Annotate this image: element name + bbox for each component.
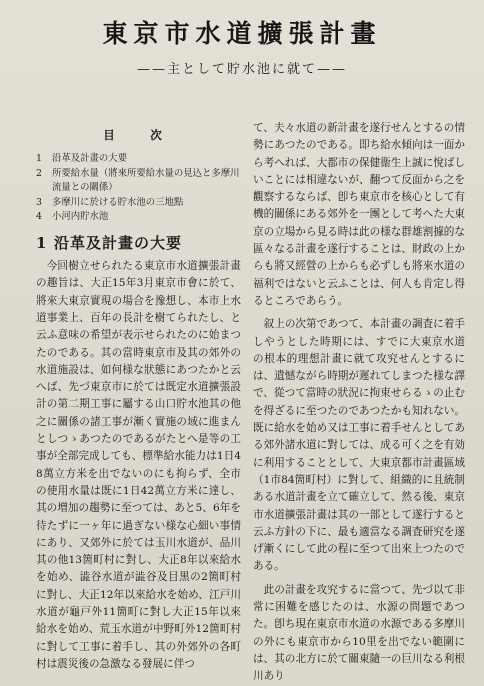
body-paragraph: 今回樹立せられたる東京市水道擴張計畫の趣旨は、大正15年3月東京市會に於て、將來大東京實現の場合を豫想し、本市上水道事業上、百年の長計を樹てられたし、と云ふ意味の希望が表示せられたのに始まつたのである。其の當時東京市及其の郊外の水道施設は、如何様な狀態にあつたかと云へば、先づ東京市に於ては既定水道擴張設計の第二期工事に屬する山口貯水池其の他之に關係の諸工事が漸く實施の域に進まんとしつゝあつたのであるがたとへ是等の工事が全部完成しても、標準給水能力は1日48萬立方米を出でないのにも拘らず、全市の使用水量は既に1日42萬立方米に達し、其の増加の趨勢に至つては、あと5、6年を待たずに一ヶ年に過ぎない様な心細い事情にあり、又郊外に於ては玉川水道が、品川其の他13箇町村に對し、大正8年以來給水を始め、澁谷水道が澁谷及目黒の2箇町村に對し、大正12年以來給水を始め、江戸川水道が龜戸外11箇町に對し大正15年以來給水を始め、荒玉水道が中野町外12箇町村に對して工事に着手し、其の外郊外の各町村は震災後の急激なる發展に伴つ <box>36 260 241 670</box>
left-column <box>36 120 241 673</box>
toc-item-number: 1 <box>36 153 42 165</box>
toc-item-text: 多摩川に於ける貯水池の三地點 <box>52 196 184 208</box>
toc-item-number: 3 <box>36 196 42 208</box>
toc-heading: 目 次 <box>103 128 174 142</box>
body-paragraph: 此の計畫を攻究するに當つて、先づ以て非常に困難を感じたのは、水源の問題であつた。卽ち現在東京市水道の水源である多摩川の外にも東京市から10里を出でない範圍には、其の北方に於て關東隨一の巨川なる利根川あり <box>253 583 465 683</box>
toc-item <box>36 167 241 196</box>
toc-item-number: 2 <box>36 167 42 179</box>
toc-item <box>36 210 241 225</box>
section-heading <box>36 235 241 252</box>
toc-item <box>36 152 241 167</box>
section-number: 1 <box>36 233 48 252</box>
section-title: 沿革及計畫の大要 <box>54 233 183 252</box>
toc-item-text: 小河内貯水池 <box>52 211 109 223</box>
right-column <box>253 120 465 686</box>
body-paragraph: て、夫々水道の新計畫を遂行せんとするの情勢にあつたのである。即ち給水傾向は一面から考へれば、大都市の保健衞生上誠に悅ばしいことには相違ないが、翻つて反面から之を觀察するならば、卽ち東京市を核心として有機的關係にある郊外を一團として考へた大東京の立場から見る時は此の様な群雄割據的な區々なる計畫を遂行することは、財政の上からも將又經營の上からも必ずしも將來水道の福利ではないと云ふことは、何人も肯定し得るところであらう。 <box>253 122 465 307</box>
toc-item <box>36 196 241 211</box>
toc-item-text: 所要給水量（將來所要給水量の見込と多摩川流量との關係） <box>52 167 240 194</box>
toc-item-text: 沿革及計畫の大要 <box>52 153 128 165</box>
body-paragraph: 叙上の次第であつて、本計畫の調査に着手しやうとした時期には、すでに大東京水道の根本的理想計畫に就て攻究せんとするには、遺憾ながら時期が遲れてしまつた様な譯で、從つて當時の狀況に拘束せらるゝの止むを得ざるに至つたのであつたかも知れない。既に給水を始め又は工事に着手せんとしてある郊外諸水道に對しては、成る可く之を有効に利用することとして、大東京都市計畫區域（1市84箇町村）に對して、組織的に且統制ある水道計畫を立て確立して、然る後、東京市水道擴張計畫は其の一部として遂行すると云ふ方針の下に、最も適當なる調査研究を遂げ漸くにして此の程に至つて出來上つたのである。 <box>253 318 465 573</box>
page-title: 東京市水道擴張計畫 <box>102 19 382 48</box>
toc-item-number: 4 <box>36 211 42 223</box>
page-subtitle: ——主として貯水池に就て—— <box>136 62 347 77</box>
